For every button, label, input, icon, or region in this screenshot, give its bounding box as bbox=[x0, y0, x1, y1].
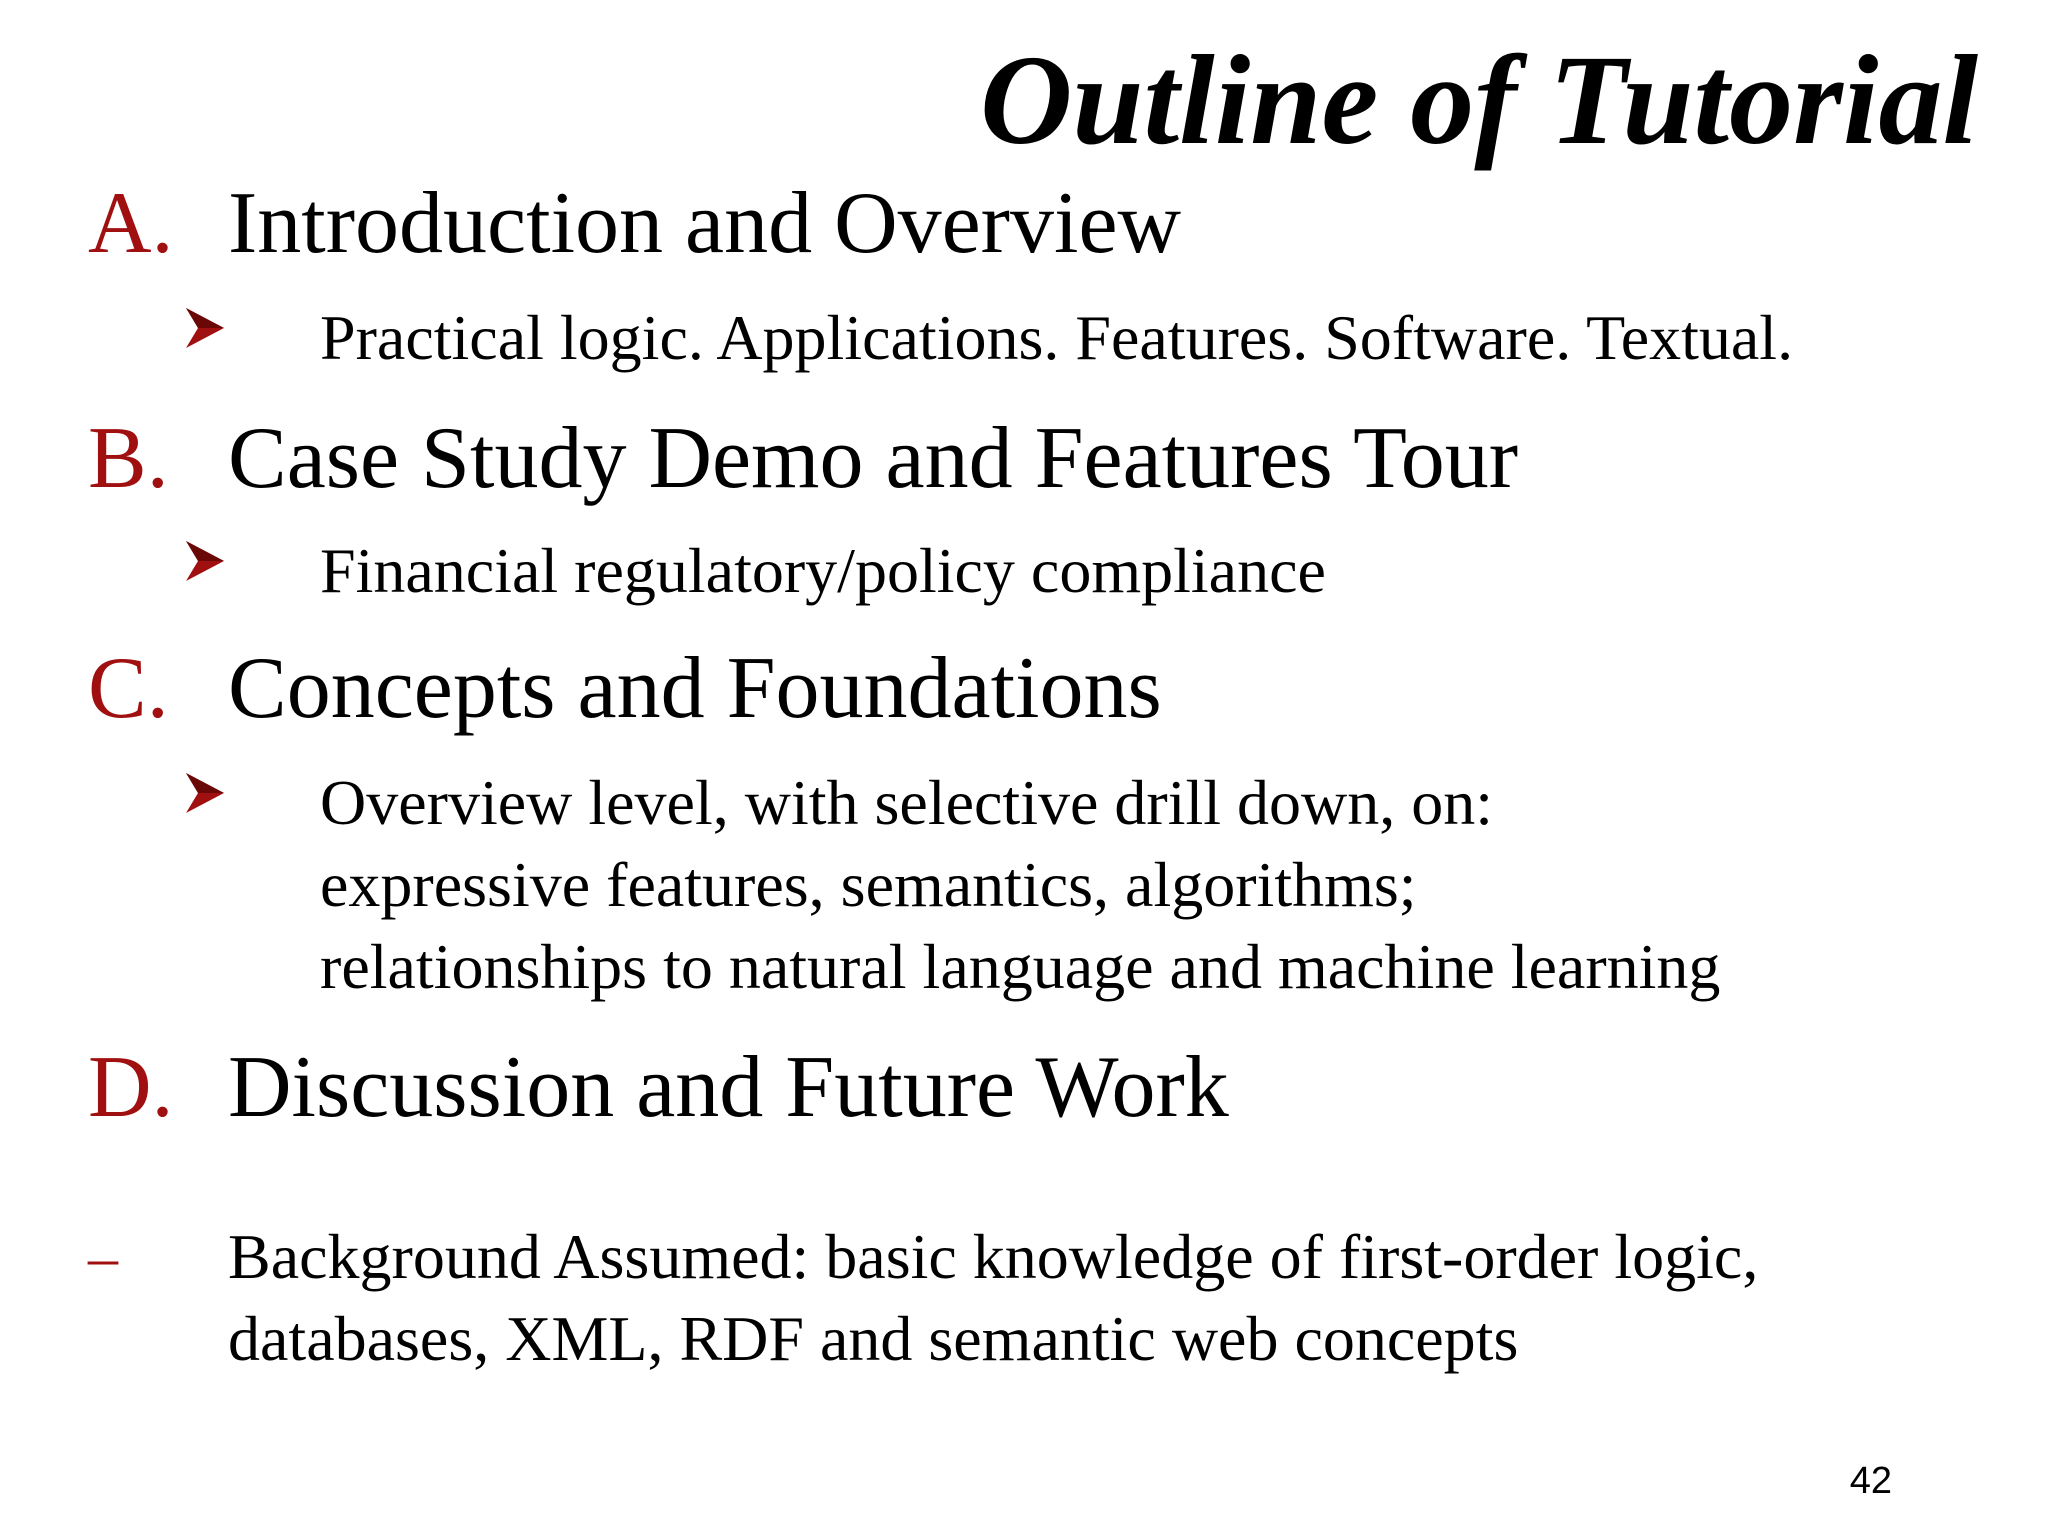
dash-bullet-icon: – bbox=[88, 1224, 118, 1290]
section-heading: Case Study Demo and Features Tour bbox=[228, 410, 1519, 507]
section-b bbox=[88, 410, 1519, 507]
note-text bbox=[228, 1216, 1758, 1380]
sub-item-line: Overview level, with selective drill down, on: bbox=[320, 767, 1494, 838]
sub-item-line: Financial regulatory/policy compliance bbox=[320, 535, 1326, 606]
arrow-right-icon bbox=[184, 305, 226, 351]
note-line: Background Assumed: basic knowledge of first-order logic, bbox=[228, 1221, 1759, 1292]
arrow-right-icon bbox=[184, 770, 226, 816]
section-heading: Introduction and Overview bbox=[228, 175, 1182, 272]
slide-title: Outline of Tutorial bbox=[979, 29, 1978, 171]
sub-item-text bbox=[320, 297, 1793, 379]
sub-item-text bbox=[320, 530, 1326, 612]
sub-item-line: relationships to natural language and machine learning bbox=[320, 931, 1721, 1002]
section-c bbox=[88, 640, 1162, 737]
sub-item-line: Practical logic. Applications. Features. Software. Textual. bbox=[320, 302, 1794, 373]
note-line: databases, XML, RDF and semantic web concepts bbox=[228, 1303, 1519, 1374]
section-a bbox=[88, 175, 1182, 272]
section-letter: C. bbox=[88, 640, 169, 737]
section-heading: Discussion and Future Work bbox=[228, 1039, 1229, 1136]
page-number: 42 bbox=[1849, 1460, 1892, 1502]
sub-item-text bbox=[320, 762, 1720, 1008]
section-letter: A. bbox=[88, 175, 174, 272]
section-letter: B. bbox=[88, 410, 169, 507]
sub-item-line: expressive features, semantics, algorithms; bbox=[320, 849, 1417, 920]
section-d bbox=[88, 1039, 1229, 1136]
section-letter: D. bbox=[88, 1039, 174, 1136]
arrow-right-icon bbox=[184, 538, 226, 584]
section-heading: Concepts and Foundations bbox=[228, 640, 1162, 737]
